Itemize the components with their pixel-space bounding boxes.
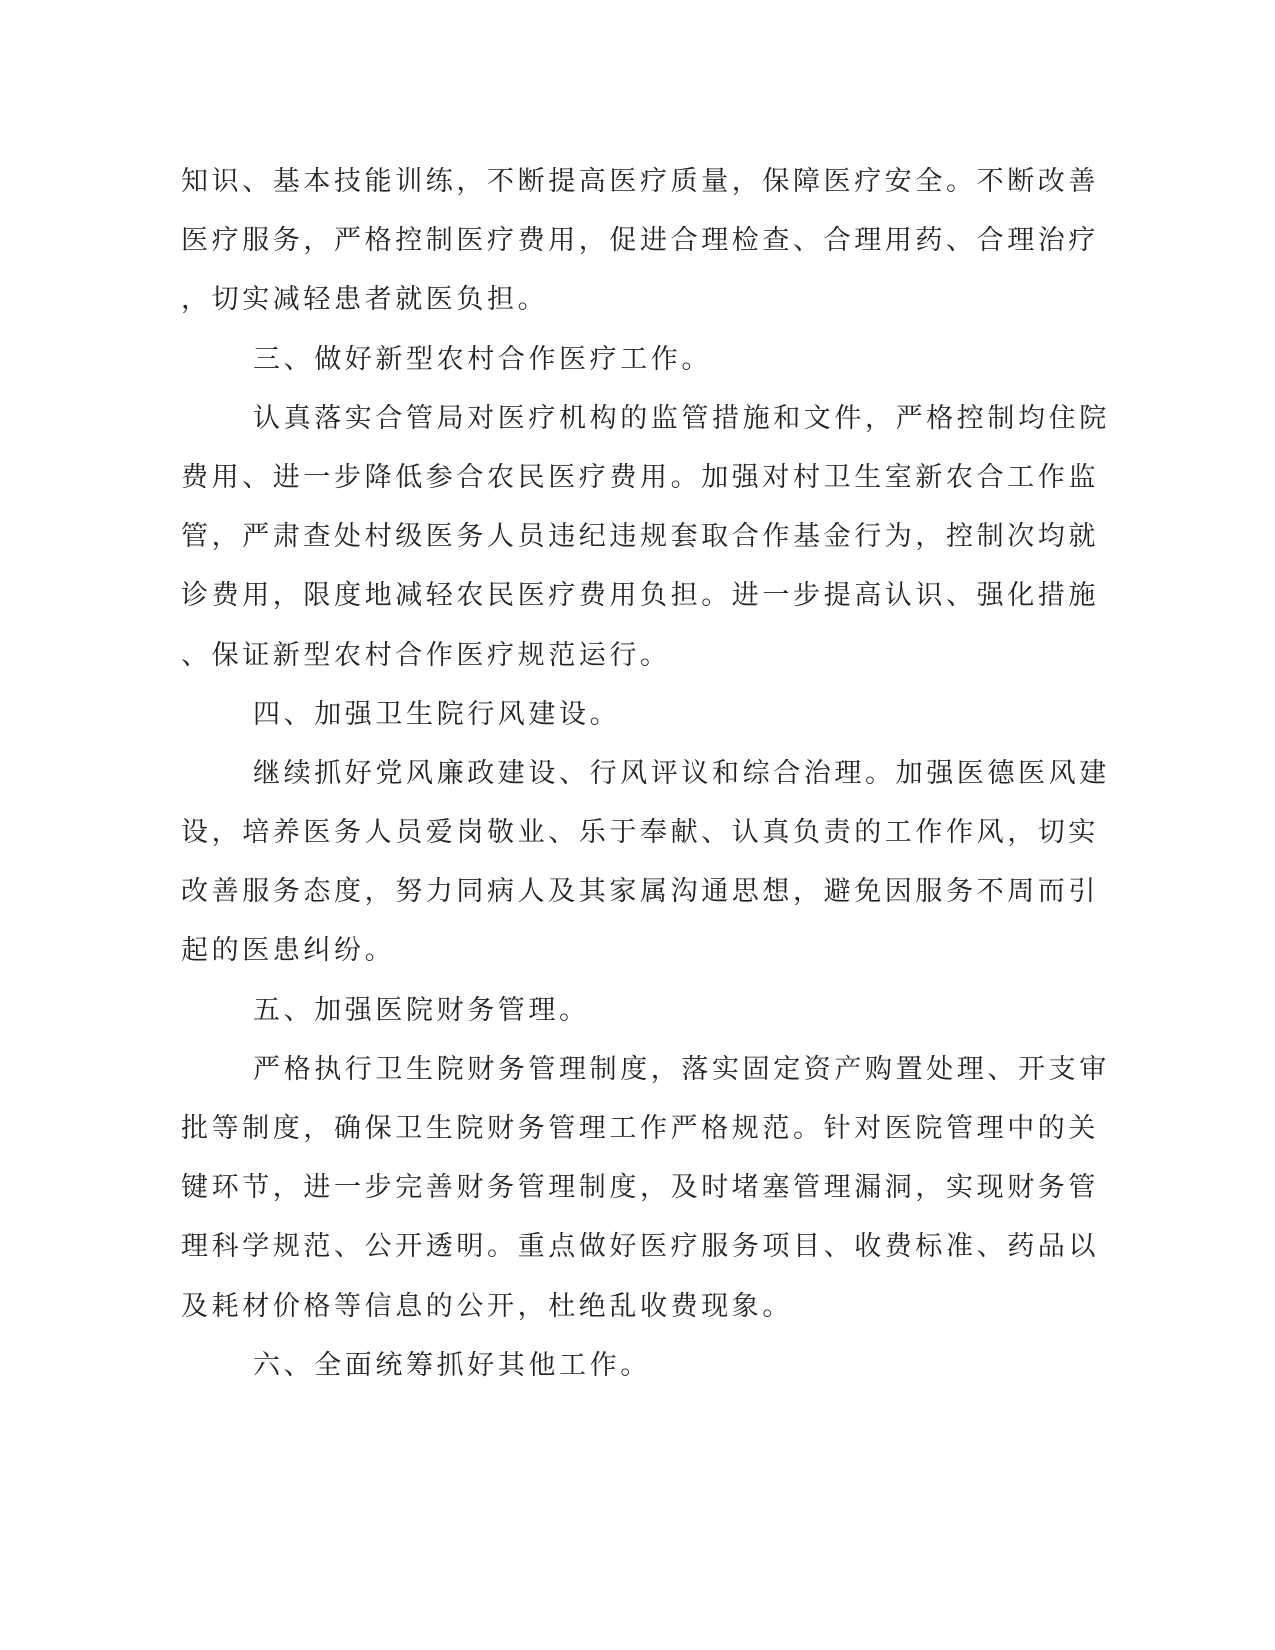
text-line: 知识、基本技能训练，不断提高医疗质量，保障医疗安全。不断改善	[181, 166, 1099, 197]
document-body	[181, 160, 1110, 1403]
text-line: ，切实减轻患者就医负担。	[181, 284, 549, 316]
text-line: 费用、进一步降低参合农民医疗费用。加强对村卫生室新农合工作监	[181, 461, 1099, 493]
section-heading-4: 四、加强卫生院行风建设。	[253, 698, 621, 730]
section-heading-3: 三、做好新型农村合作医疗工作。	[253, 343, 712, 375]
section-heading-6: 六、全面统筹抓好其他工作。	[253, 1349, 651, 1381]
text-line: 、保证新型农村合作医疗规范运行。	[181, 639, 671, 671]
text-line: 理科学规范、公开透明。重点做好医疗服务项目、收费标准、药品以	[181, 1231, 1099, 1263]
text-line: 医疗服务，严格控制医疗费用，促进合理检查、合理用药、合理治疗	[181, 225, 1099, 257]
text-line: 起的医患纠纷。	[181, 935, 396, 967]
text-line: 及耗材价格等信息的公开，杜绝乱收费现象。	[181, 1290, 793, 1322]
paragraph-start: 继续抓好党风廉政建设、行风评议和综合治理。加强医德医风建	[253, 757, 1110, 789]
paragraph-start: 认真落实合管局对医疗机构的监管措施和文件，严格控制均住院	[253, 402, 1110, 434]
text-line: 改善服务态度，努力同病人及其家属沟通思想，避免因服务不周而引	[181, 876, 1099, 908]
text-line: 设，培养医务人员爱岗敬业、乐于奉献、认真负责的工作作风，切实	[181, 817, 1099, 849]
text-line: 管，严肃查处村级医务人员违纪违规套取合作基金行为，控制次均就	[181, 521, 1099, 553]
text-line: 批等制度，确保卫生院财务管理工作严格规范。针对医院管理中的关	[181, 1113, 1099, 1144]
text-line: 诊费用，限度地减轻农民医疗费用负担。进一步提高认识、强化措施	[181, 580, 1099, 612]
text-line: 键环节，进一步完善财务管理制度，及时堵塞管理漏洞，实现财务管	[181, 1172, 1099, 1204]
section-heading-5: 五、加强医院财务管理。	[253, 994, 590, 1026]
paragraph-start: 严格执行卫生院财务管理制度，落实固定资产购置处理、开支审	[253, 1053, 1110, 1085]
